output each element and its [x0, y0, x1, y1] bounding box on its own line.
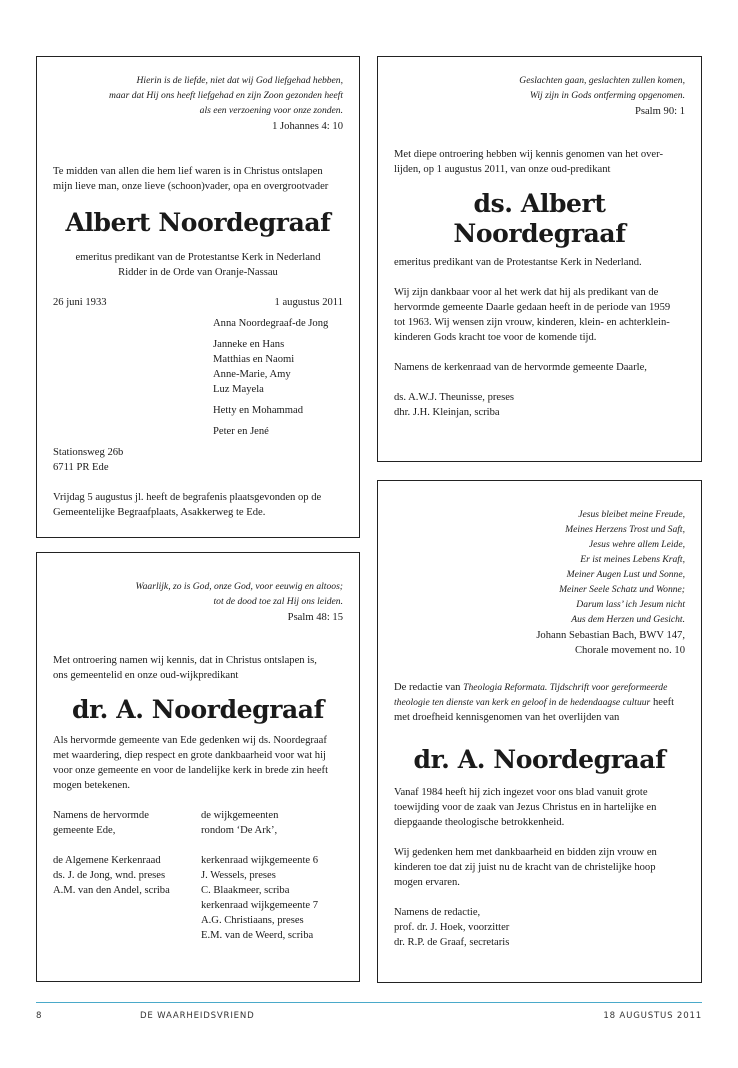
obituary-theologia-reformata: [377, 480, 702, 983]
funeral-notice: Vrijdag 5 augustus jl. heeft de begrafenis plaatsgevonden op de Gemeentelijke Begraafplaats, Asakkerweg te Ede.: [53, 492, 322, 518]
signatures-top: Namens de hervormde gemeente Ede, de wijkgemeenten rondom ‘De Ark’,: [53, 810, 279, 836]
body-text: Wij zijn dankbaar voor al het werk dat hij als predikant van de hervormde gemeente Daarle gedaan heeft in de periode van 1959 tot 1963. Wij wensen zijn vrouw, kinderen, klein- en achterklein- kinderen Gods kracht toe voor de komende tijd.: [394, 287, 671, 343]
body-text: Als hervormde gemeente van Ede gedenken wij ds. Noordegraaf met waardering, diep respect en grote dankbaarheid voor wat hij voor onze gemeente en voor de landelijke kerk in brede zin heeft mogen betekenen.: [53, 735, 329, 791]
psalm-reference: Psalm 90: 1: [634, 106, 685, 117]
signatures-bottom: de Algemene Kerkenraad ds. J. de Jong, wnd. preses A.M. van den Andel, scriba kerkenraad wijkgemeente 6 J. Wessels, preses C. Blaakmeer, scriba kerkenraad wijkgemeente 7 A.G. Christiaans, preses E.M. van de Weerd, scriba: [53, 855, 319, 941]
footer-divider: [36, 1002, 702, 1003]
chorale-reference: Johann Sebastian Bach, BWV 147, Chorale movement no. 10: [536, 630, 685, 656]
deceased-name: dr. A. Noordegraaf: [72, 695, 324, 724]
signoff: Namens de kerkenraad van de hervormde gemeente Daarle,: [394, 362, 647, 373]
family-list: Anna Noordegraaf-de Jong Janneke en Hans Matthias en Naomi Anne-Marie, Amy Luz Mayela Hetty en Mohammad Peter en Jené: [213, 318, 329, 437]
address: Stationsweg 26b 6711 PR Ede: [53, 447, 124, 473]
title: emeritus predikant van de Protestantse Kerk in Nederland.: [394, 257, 642, 268]
death-date: 1 augustus 2011: [274, 297, 343, 308]
obituary-albert-noordegraaf-family: [36, 56, 360, 538]
chorale-quote: Jesus bleibet meine Freude, Meines Herzens Trost und Saft, Jesus wehre allem Leide, Er ist meines Lebens Kraft, Meiner Augen Lust und Sonne, Meiner Seele Schatz und Wonne; Darum lass’ ich Jesum nicht Aus dem Herzen und Gesicht.: [559, 509, 685, 625]
psalm-reference: Psalm 48: 15: [287, 612, 343, 623]
body-text-2: Wij gedenken hem met dankbaarheid en bidden zijn vrouw en kinderen toe dat zij juist nu de kracht van de christelijke hoop mogen ervaren.: [394, 847, 657, 888]
birth-date: 26 juni 1933: [53, 297, 107, 308]
deceased-name: ds. Albert Noordegraaf: [453, 189, 626, 248]
issue-date: 18 AUGUSTUS 2011: [603, 1011, 702, 1021]
magazine-name: DE WAARHEIDSVRIEND: [140, 1011, 255, 1021]
obituary-ede-congregation: [36, 552, 360, 982]
page-number: 8: [36, 1011, 43, 1021]
intro-text: Met diepe ontroering hebben wij kennis genomen van het over- lijden, op 1 augustus 2011, van onze oud-predikant: [394, 149, 663, 175]
bible-reference: 1 Johannes 4: 10: [272, 121, 343, 132]
signers: ds. A.W.J. Theunisse, preses dhr. J.H. Kleinjan, scriba: [394, 392, 515, 418]
deceased-name: Albert Noordegraaf: [65, 208, 331, 237]
titles: emeritus predikant van de Protestantse Kerk in Nederland Ridder in de Orde van Oranje-Nassau: [75, 252, 321, 278]
deceased-name: dr. A. Noordegraaf: [413, 745, 666, 774]
psalm-quote: Geslachten gaan, geslachten zullen komen, Wij zijn in Gods ontferming opgenomen.: [519, 75, 685, 101]
obituary-daarle-congregation: [377, 56, 702, 462]
intro-text: Met ontroering namen wij kennis, dat in Christus ontslapen is, ons gemeentelid en onze oud-wijkpredikant: [53, 655, 317, 681]
journal-title: Theologia Reformata. Tijdschrift voor gereformeerde: [463, 682, 668, 693]
intro-text: Te midden van allen die hem lief waren is in Christus ontslapen mijn lieve man, onze lieve (schoon)vader, opa en overgrootvader: [53, 166, 329, 192]
intro-text: De redactie van Theologia Reformata. Tijdschrift voor gereformeerde theologie ten dienste van kerk en geloof in de hedendaagse cultuur heeft met droefheid kennisgenomen van het overlijden van: [394, 682, 675, 723]
body-text: Vanaf 1984 heeft hij zich ingezet voor ons blad vanuit grote toewijding voor de zaak van Jezus Christus en in hartelijke en diepgaande theologische betrokkenheid.: [394, 787, 657, 828]
journal-subtitle: theologie ten dienste van kerk en geloof in de hedendaagse cultuur: [394, 697, 651, 708]
psalm-quote: Waarlijk, zo is God, onze God, voor eeuwig en altoos; tot de dood toe zal Hij ons leiden.: [135, 581, 343, 607]
signers: Namens de redactie, prof. dr. J. Hoek, voorzitter dr. R.P. de Graaf, secretaris: [394, 907, 510, 948]
bible-quote: Hierin is de liefde, niet dat wij God liefgehad hebben, maar dat Hij ons heeft liefgehad en zijn Zoon gezonden heeft als een verzoening voor onze zonden.: [109, 75, 343, 116]
life-dates: [53, 295, 343, 310]
